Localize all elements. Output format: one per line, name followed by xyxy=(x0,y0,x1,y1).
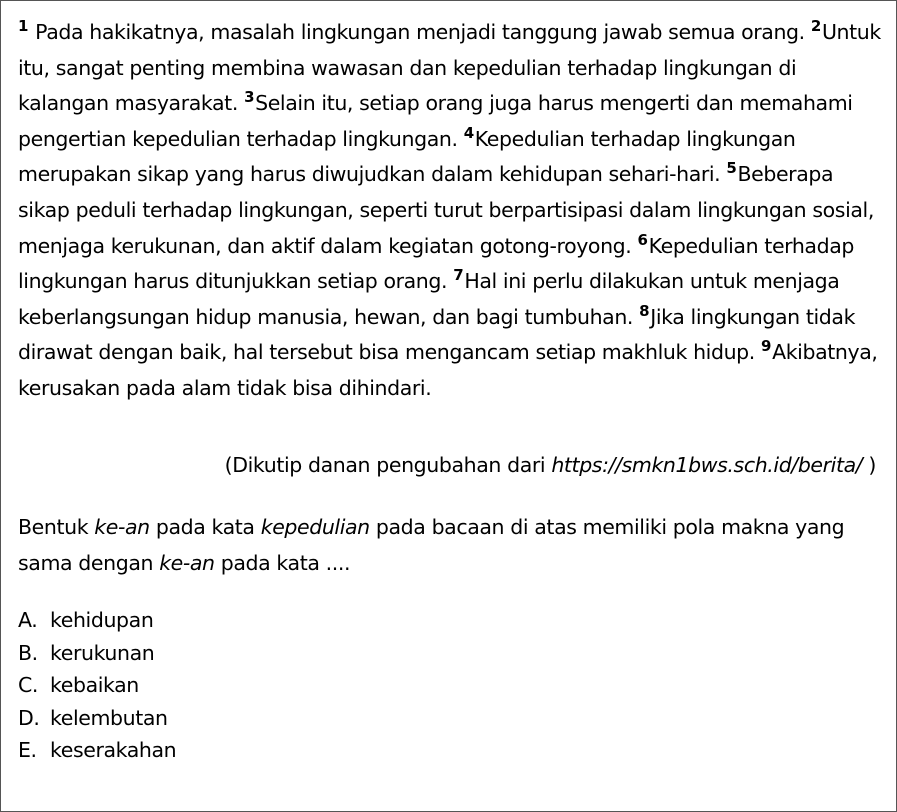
sentence-text: Kepedulian terhadap lingkungan merupakan sikap yang harus diwujudkan dalam kehidupan sehari-hari. xyxy=(18,126,796,187)
sentence-text: Pada hakikatnya, masalah lingkungan menjadi tanggung jawab semua orang. xyxy=(35,20,805,44)
question-word: kepedulian xyxy=(260,515,370,539)
source-suffix: ) xyxy=(862,453,876,477)
sentence-text: Akibatnya, kerusakan pada alam tidak bisa dihindari. xyxy=(18,340,878,400)
sentence-number: 9 xyxy=(761,337,772,356)
option-text: kebaikan xyxy=(50,673,139,698)
question-stem xyxy=(18,510,878,581)
option-a[interactable] xyxy=(18,604,176,637)
sentence-number: 6 xyxy=(637,230,648,249)
option-b[interactable] xyxy=(18,637,176,670)
question-text: Bentuk xyxy=(18,515,95,539)
sentence-text: Kepedulian terhadap lingkungan harus ditunjukkan setiap orang. xyxy=(18,233,854,294)
sentence-text: Beberapa sikap peduli terhadap lingkungan, seperti turut berpartisipasi dalam lingkungan sosial, menjaga kerukunan, dan aktif dalam kegiatan gotong-royong. xyxy=(18,162,874,258)
question-text: pada kata xyxy=(149,515,261,539)
sentence-text: Untuk itu, sangat penting membina wawasan dan kepedulian terhadap lingkungan di kalangan masyarakat. xyxy=(18,20,881,116)
option-text: kerukunan xyxy=(50,640,155,665)
reading-passage xyxy=(18,15,888,407)
option-e[interactable] xyxy=(18,734,176,767)
answer-options xyxy=(18,604,176,767)
sentence-number: 3 xyxy=(244,88,255,107)
option-letter: C. xyxy=(18,673,39,698)
option-text: keserakahan xyxy=(50,738,177,763)
option-letter: B. xyxy=(18,640,38,665)
option-letter: E. xyxy=(18,738,37,763)
option-c[interactable] xyxy=(18,669,176,702)
sentence-number: 7 xyxy=(453,266,464,285)
question-text: pada kata .... xyxy=(214,550,351,575)
question-affix: ke-an xyxy=(94,515,150,539)
sentence-text: Selain itu, setiap orang juga harus mengerti dan memahami pengertian kepedulian terhadap lingkungan. xyxy=(18,91,853,151)
source-citation xyxy=(1,453,876,477)
source-url: https://smkn1bws.sch.id/berita/ xyxy=(551,453,863,477)
option-letter: A. xyxy=(18,608,38,632)
source-prefix: (Dikutip danan pengubahan dari xyxy=(224,453,552,477)
option-letter: D. xyxy=(18,705,40,730)
sentence-number: 5 xyxy=(726,159,737,178)
option-text: kehidupan xyxy=(50,608,154,632)
sentence-number: 1 xyxy=(18,17,29,35)
sentence-number: 4 xyxy=(463,123,474,142)
option-text: kelembutan xyxy=(50,705,168,730)
sentence-number: 2 xyxy=(810,17,821,35)
question-text: pada bacaan di atas memiliki pola makna yang sama dengan xyxy=(18,515,845,575)
sentence-text: Jika lingkungan tidak dirawat dengan baik, hal tersebut bisa mengancam setiap makhluk hidup. xyxy=(18,304,856,365)
sentence-text: Hal ini perlu dilakukan untuk menjaga keberlangsungan hidup manusia, hewan, dan bagi tumbuhan. xyxy=(18,269,840,329)
question-affix: ke-an xyxy=(159,550,215,575)
sentence-number: 8 xyxy=(639,301,650,320)
option-d[interactable] xyxy=(18,702,176,735)
